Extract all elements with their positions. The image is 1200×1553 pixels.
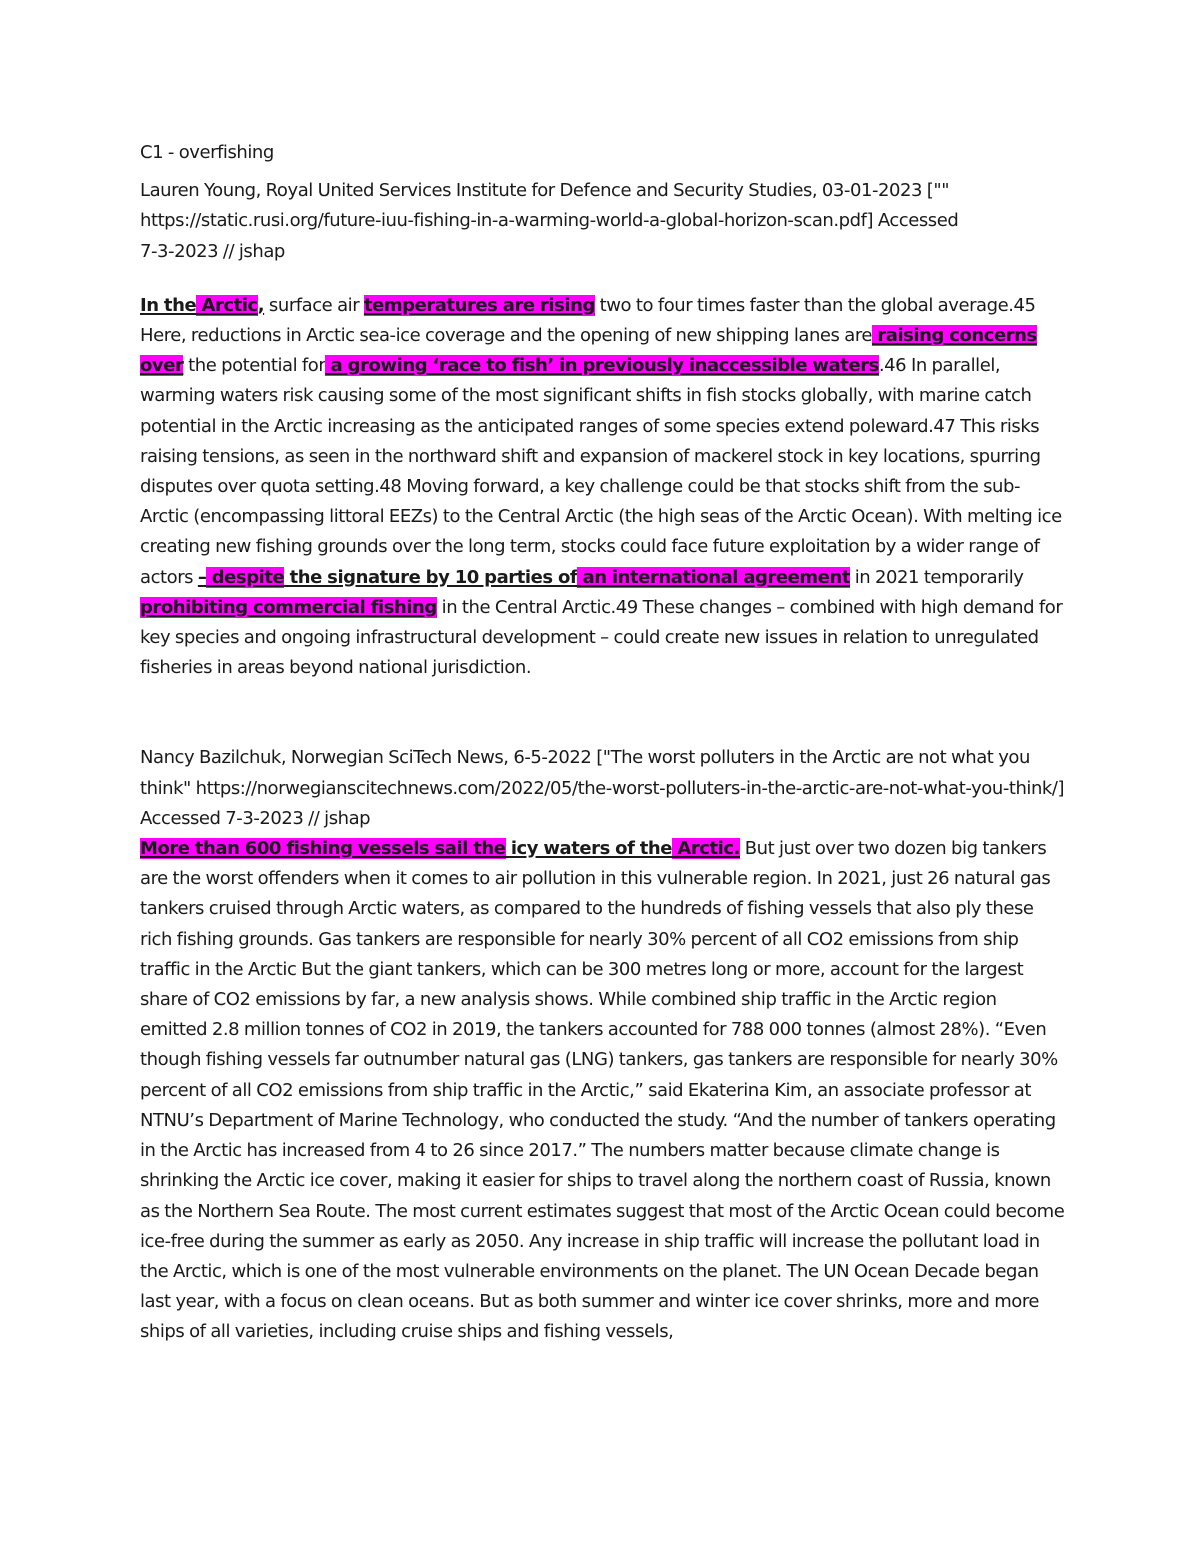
highlighted-text: Arctic. (672, 838, 740, 860)
highlighted-text: prohibiting commercial fishing (140, 596, 437, 618)
plain-text: the potential for (183, 355, 326, 377)
card2-body (140, 834, 1065, 1347)
underlined-text: – (197, 566, 207, 588)
card1-body (140, 291, 1065, 684)
card1-url: https://static.rusi.org/future-iuu-fishing-in-a-warming-world-a-global-horizon-scan.pdf] Accessed (140, 210, 959, 232)
plain-text: But just over two dozen big tankers are the worst offenders when it comes to air pollution in this vulnerable region. In 2021, just 26 natural gas tankers cruised through Arctic waters, as compared to the hundreds of fishing vessels that also ply these rich fishing grounds. Gas tankers are responsible for nearly 30% percent of all CO2 emissions from ship traffic in the Arctic But the giant tankers, which can be 300 metres long or more, account for the largest share of CO2 emissions by far, a new analysis shows. While combined ship traffic in the Arctic region emitted 2.8 million tonnes of CO2 in 2019, the tankers accounted for 788 000 tonnes (almost 28%). “Even though fishing vessels far outnumber natural gas (LNG) tankers, gas tankers are responsible for nearly 30% percent of all CO2 emissions from ship traffic in the Arctic,” said Ekaterina Kim, an associate professor at NTNU’s Department of Marine Technology, who conducted the study. “And the number of tankers operating in the Arctic has increased from 4 to 26 since 2017.” The numbers matter because climate change is shrinking the Arctic ice cover, making it easier for ships to travel along the northern coast of Russia, known as the Northern Sea Route. The most current estimates suggest that most of the Arctic Ocean could become ice-free during the summer as early as 2050. Any increase in ship traffic will increase the pollutant load in the Arctic, which is one of the most vulnerable environments on the planet. The UN Ocean Decade began last year, with a focus on clean oceans. But as both summer and winter ice cover shrinks, more and more ships of all varieties, including cruise ships and fishing vessels, (140, 838, 1065, 1343)
card1-author-source: Lauren Young, Royal United Services Institute for Defence and Security Studies, 03-01-2023 ["" (140, 180, 950, 202)
document-page (140, 138, 1065, 1348)
plain-text: two to four times faster than the global average.45 Here, reductions in Arctic sea-ice coverage and the opening of new shipping lanes are (140, 294, 1036, 347)
underlined-text: , (257, 294, 265, 316)
underlined-text: the signature by 10 parties of (284, 566, 578, 588)
card-heading: C1 - overfishing (140, 142, 274, 163)
card2-citation (140, 743, 1065, 834)
plain-text: .46 In parallel, warming waters risk causing some of the most significant shifts in fish stocks globally, with marine catch potential in the Arctic increasing as the anticipated ranges of some species extend poleward.47 This risks raising tensions, as seen in the northward shift and expansion of mackerel stock in key locations, spurring disputes over quota setting.48 Moving forward, a key challenge could be that stocks shift from the sub-Arctic (encompassing littoral EEZs) to the Central Arctic (the high seas of the Arctic Ocean). With melting ice creating new fishing grounds over the long term, stocks could face future exploitation by a wider range of actors (140, 355, 1062, 588)
highlighted-text: temperatures are rising (363, 294, 595, 316)
plain-text: surface air (264, 294, 364, 316)
highlighted-text: despite (206, 566, 285, 588)
card1-accessed: 7-3-2023 // jshap (140, 240, 285, 262)
highlighted-text: More than 600 fishing vessels sail the (140, 838, 506, 860)
card2-url: https://norwegianscitechnews.com/2022/05/the-worst-polluters-in-the-arctic-are-not-what-you-think/] (195, 777, 1065, 799)
underlined-text: icy waters of the (505, 838, 673, 860)
highlighted-text: Arctic (196, 294, 258, 316)
plain-text: in the Central Arctic.49 These changes – combined with high demand for key species and ongoing infrastructural development – could create new issues in relation to unregulated fisheries in areas beyond national jurisdiction. (140, 596, 1063, 679)
highlighted-text: raising concerns over (140, 325, 1037, 377)
card2-author-source: Nancy Bazilchuk, Norwegian SciTech News, 6-5-2022 ["The worst polluters in the Arctic are not what you think" (140, 747, 1030, 799)
tag-text: In the (140, 294, 197, 316)
card1-citation (140, 176, 1065, 267)
plain-text: in 2021 temporarily (849, 566, 1024, 588)
highlighted-text: a growing ‘race to fish’ in previously inaccessible waters (325, 355, 879, 377)
card2-accessed: Accessed 7-3-2023 // jshap (140, 807, 371, 829)
highlighted-text: an international agreement (577, 566, 850, 588)
